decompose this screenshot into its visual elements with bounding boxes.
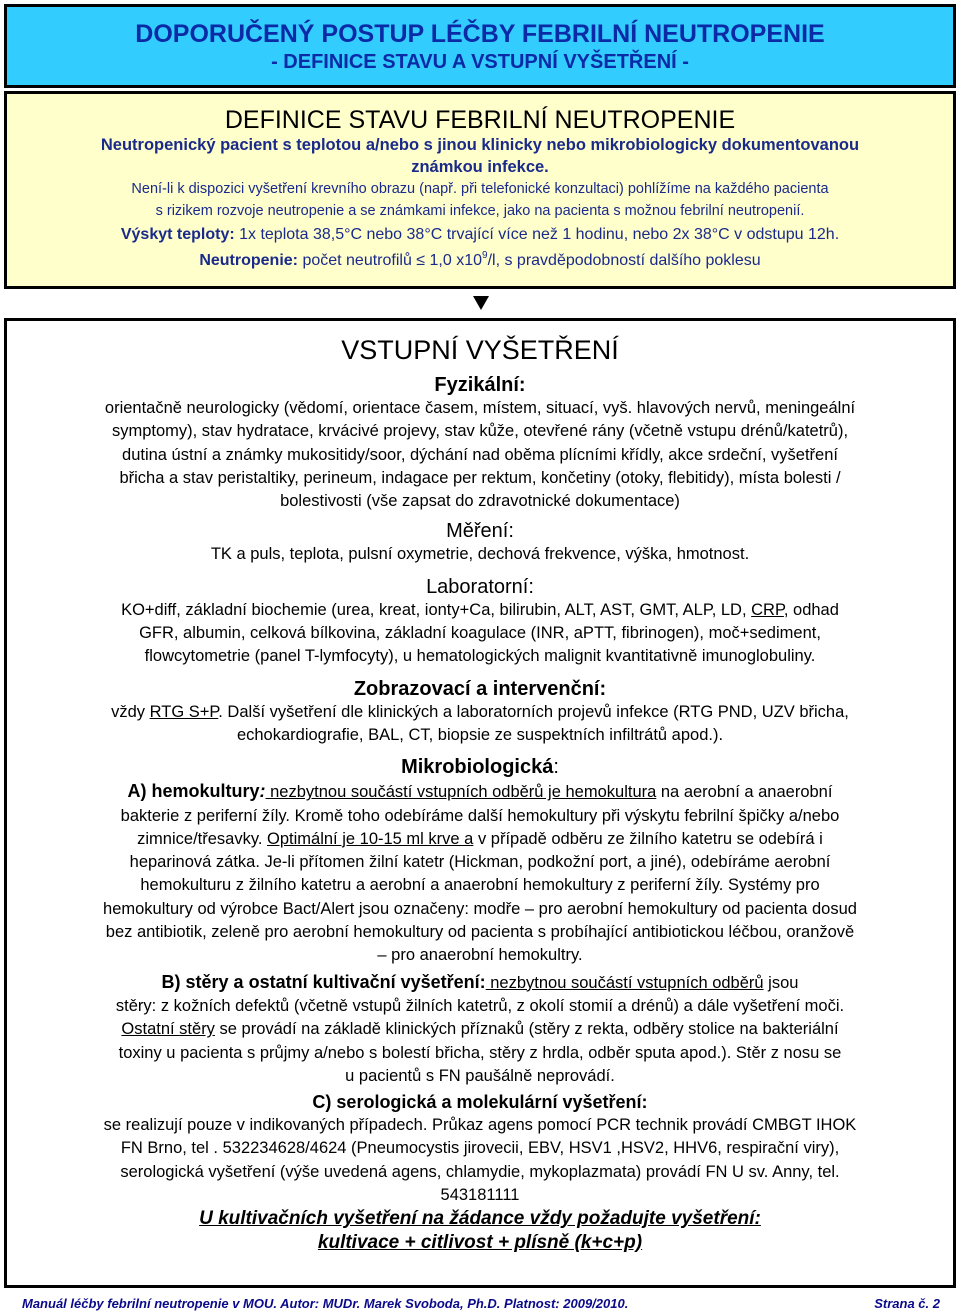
definition-line-2: známkou infekce. [411, 158, 549, 176]
document-title: DOPORUČENÝ POSTUP LÉČBY FEBRILNÍ NEUTROPENIE [135, 20, 825, 48]
culture-note-2: kultivace + citlivost + plísně (k+c+p) [317, 1232, 643, 1254]
micro-title-colon: : [553, 756, 559, 779]
physical-line: břicha a stav peristaltiky, perineum, indagace per rektum, končetiny (otoky, flebitidy), místa bolesti / [119, 468, 841, 487]
swab-line-3 [17, 1018, 943, 1041]
physical-title: Fyzikální: [434, 374, 526, 396]
micro-title-text: Mikrobiologická [401, 756, 554, 779]
neutropenia-label: Neutropenie: [199, 252, 298, 269]
fever-definition [7, 224, 953, 245]
swab-line-3-end: se provádí na základě klinických příznaků (stěry z rekta, odběry stolice na bakteriální [214, 1020, 839, 1039]
definition-line-4: s rizikem rozvoje neutropenie a se známkami infekce, jako na pacienta s možnou febrilní neutropenií. [155, 203, 805, 219]
swab-line-1 [17, 970, 943, 995]
imaging-line-2: echokardiografie, BAL, CT, biopsie ze suspektních infiltrátů apod.). [236, 725, 724, 744]
imaging-title: Zobrazovací a intervenční: [353, 677, 607, 700]
hemoculture-line-3-text: zimnice/třesavky. [137, 829, 268, 848]
neutropenia-exponent: 9 [482, 250, 488, 261]
swab-other: Ostatní stěry [121, 1020, 215, 1039]
neutropenia-definition [7, 245, 953, 271]
hemoculture-key: nezbytnou součástí vstupních odběrů je hemokultura [265, 783, 657, 802]
neutropenia-text-a: počet neutrofilů ≤ 1,0 x10 [298, 252, 483, 269]
measure-title: Měření: [446, 520, 514, 543]
lab-line-1-text: KO+diff, základní biochemie (urea, kreat, ionty+Ca, bilirubin, ALT, AST, GMT, ALP, LD, [121, 600, 752, 619]
swab-rest: jsou [763, 973, 799, 992]
hemoculture-line: bez antibiotik, zeleně pro aerobní hemokultury od pacienta s probíhající antibiotickou léčbou, oranžově [105, 923, 855, 942]
swab-key: nezbytnou součástí vstupních odběrů [485, 973, 764, 992]
physical-line: bolestivosti (vše zapsat do zdravotnické dokumentace) [280, 492, 680, 511]
title-banner [4, 4, 956, 88]
neutropenia-text-b: /l, s pravděpodobností dalšího poklesu [487, 252, 761, 269]
serology-line: se realizují pouze v indikovaných případech. Průkaz agens pomocí PCR technik provádí CMBGT IHOK [103, 1116, 857, 1135]
swab-line-2: stěry: z kožních defektů (včetně vstupů žilních katetrů, z okolí stomií a drénů) a dále vyšetření moči. [115, 996, 845, 1015]
physical-line: dutina ústní a známky mukositidy/soor, dýchání nad oběma plícními křídly, akce srdeční, vyšetření [122, 445, 838, 464]
hemoculture-line-1 [17, 779, 943, 804]
hemoculture-line: – pro anaerobní hemokultry. [377, 946, 583, 965]
swab-line: toxiny u pacienta s průjmy a/nebo s bolestí břicha, stěry z hrdla, odběr sputa apod.). Stěr z nosu se [118, 1043, 842, 1062]
footer-text: Manuál léčby febrilní neutropenie v MOU. Autor: MUDr. Marek Svoboda, Ph.D. Platnost: 2009/2010. [22, 1296, 629, 1311]
hemoculture-line-3-end: v případě odběru ze žilního katetru se odebírá i [473, 829, 823, 848]
hemoculture-line: heparinová zátka. Je-li přítomen žilní katetr (Hickman, podkožní port, a jiné), odebíráme aerobní [129, 853, 831, 872]
imaging-line-1 [17, 701, 943, 724]
lab-line-1-end: , odhad [783, 600, 839, 619]
imaging-line-1-text: vždy [111, 702, 150, 721]
definition-panel [4, 91, 956, 289]
swab-label: B) stěry a ostatní kultivační vyšetření: [161, 971, 486, 992]
lab-crp: CRP [751, 600, 784, 619]
micro-title [17, 755, 943, 779]
swab-line: u pacientů s FN paušálně neprovádí. [345, 1066, 615, 1085]
fever-text: 1x teplota 38,5°C nebo 38°C trvající více než 1 hodinu, nebo 2x 38°C v odstupu 12h. [234, 226, 840, 243]
fever-label: Výskyt teploty: [120, 226, 235, 243]
exam-title: VSTUPNÍ VYŠETŘENÍ [341, 335, 619, 365]
document-subtitle: - DEFINICE STAVU A VSTUPNÍ VYŠETŘENÍ - [271, 51, 689, 73]
lab-line-3: flowcytometrie (panel T-lymfocyty), u hematologických malignit kvantitativně imunoglobuliny. [144, 647, 816, 666]
physical-line: symptomy), stav hydratace, krvácivé projevy, stav kůže, otevřené rány (včetně vstupu drénů/katetrů), [111, 422, 849, 441]
hemoculture-rest: na aerobní a anaerobní [656, 783, 833, 802]
lab-title: Laboratorní: [426, 575, 534, 598]
hemoculture-colon: : [259, 781, 266, 802]
serology-line: 543181111 [440, 1186, 520, 1205]
imaging-rtg: RTG S+P [149, 702, 219, 721]
definition-line-3: Není-li k dispozici vyšetření krevního obrazu (např. při telefonické konzultaci) pohlížíme na každého pacienta [131, 181, 829, 197]
culture-note-1: U kultivačních vyšetření na žádance vždy požadujte vyšetření: [199, 1208, 761, 1230]
imaging-line-1-end: . Další vyšetření dle klinických a laboratorních projevů infekce (RTG PND, UZV břicha, [218, 702, 849, 721]
serology-line: FN Brno, tel . 532234628/4624 (Pneumocystis jirovecii, EBV, HSV1 ,HSV2, HHV6, respirační viry), [120, 1139, 840, 1158]
entry-exam-panel [4, 318, 956, 1288]
down-arrow-icon [473, 296, 489, 310]
physical-line: orientačně neurologicky (vědomí, orientace časem, místem, situací, vyš. hlavových nervů, meningeální [104, 399, 856, 417]
lab-line-1 [17, 599, 943, 622]
lab-line-2: GFR, albumin, celková bílkovina, základní koagulace (INR, aPTT, fibrinogen), moč+sediment, [139, 624, 821, 643]
definition-title: DEFINICE STAVU FEBRILNÍ NEUTROPENIE [224, 106, 736, 134]
serology-label: C) serologická a molekulární vyšetření: [312, 1092, 648, 1113]
measure-text: TK a puls, teplota, pulsní oxymetrie, dechová frekvence, výška, hmotnost. [210, 545, 750, 564]
hemoculture-line-3 [17, 828, 943, 851]
definition-line-1: Neutropenický pacient s teplotou a/nebo s jinou klinicky nebo mikrobiologicky dokumentovanou [100, 136, 860, 154]
hemoculture-line-2: bakterie z periferní žíly. Kromě toho odebíráme další hemokultury při výskytu febrilní špičky a/nebo [120, 806, 840, 825]
hemoculture-label: A) hemokultury [127, 781, 260, 802]
page-number: Strana č. 2 [874, 1296, 940, 1311]
hemoculture-volume: Optimální je 10-15 ml krve a [267, 829, 474, 848]
hemoculture-line: hemokulturu z žilního katetru a aerobní a anaerobní hemokultury z periferní žíly. Systémy pro [140, 876, 820, 895]
hemoculture-line: hemokultury od výrobce Bact/Alert jsou označeny: modře – pro aerobní hemokultury od pacienta dosud [103, 899, 857, 918]
serology-line: serologická vyšetření (výše uvedená agens, chlamydie, mykoplazmata) provádí FN U sv. Anny, tel. [120, 1162, 840, 1181]
